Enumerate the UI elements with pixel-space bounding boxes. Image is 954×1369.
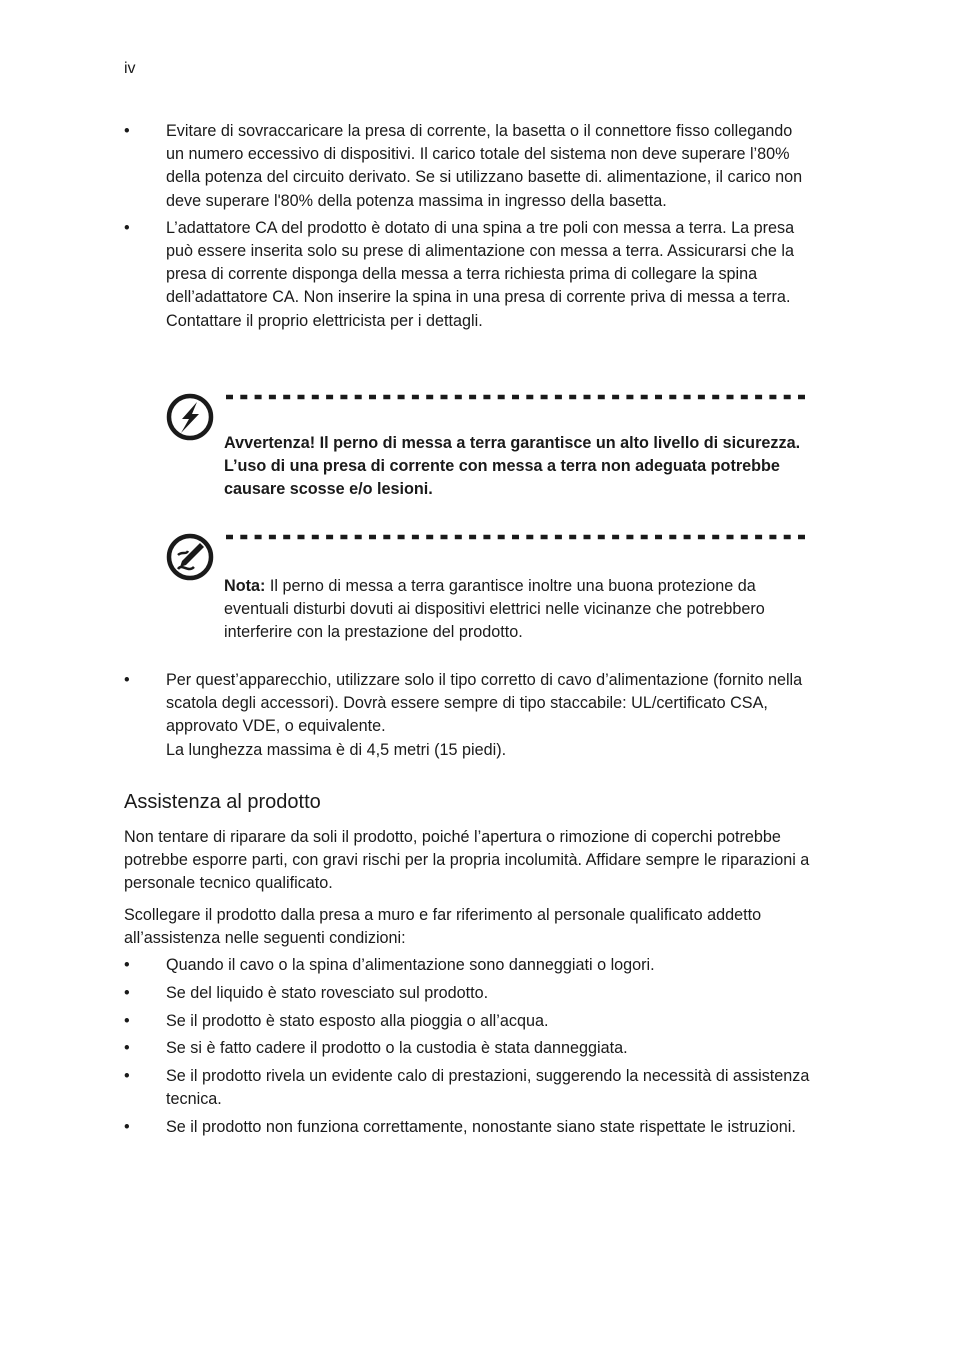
list-item (124, 982, 814, 1005)
bullet-text: Se del liquido è stato rovesciato sul prodotto. (166, 983, 489, 1002)
bullet-icon: • (124, 218, 130, 237)
list-item (124, 217, 814, 333)
bullet-extra-text: La lunghezza massima è di 4,5 metri (15 piedi). (166, 740, 507, 759)
bullet-icon: • (124, 1011, 130, 1030)
cord-bullet-list (124, 669, 814, 762)
warning-text: Avvertenza! Il perno di messa a terra garantisce un alto livello di sicurezza. L’uso di una presa di corrente con messa a terra non adeguata potrebbe causare scosse e/o lesioni. (224, 434, 801, 499)
list-item (124, 954, 814, 977)
section-paragraph: Non tentare di riparare da soli il prodotto, poiché l’apertura o rimozione di coperchi potrebbe potrebbe esporre parti, con gravi rischi per la propria incolumità. Affidare sempre le riparazioni a personale tecnico qualificato. (124, 828, 810, 893)
bullet-icon: • (124, 983, 130, 1002)
list-item (124, 1037, 814, 1060)
bullet-icon: • (124, 1039, 130, 1058)
section-paragraph: Scollegare il prodotto dalla presa a muro e far riferimento al personale qualificato addetto all’assistenza nelle seguenti condizioni: (124, 906, 762, 948)
bullet-icon: • (124, 956, 130, 974)
section-heading: Assistenza al prodotto (124, 791, 321, 813)
lightning-bolt-warning-icon (166, 393, 214, 441)
bullet-text: Se il prodotto rivela un evidente calo di prestazioni, suggerendo la necessità di assistenza tecnica. (166, 1067, 810, 1109)
conditions-list (124, 954, 814, 1139)
note-body: Il perno di messa a terra garantisce inoltre una buona protezione da eventuali disturbi dovuti ai dispositivi elettrici nelle vicinanze che potrebbero interferire con la prestazione del prodotto. (224, 577, 765, 642)
bullet-text: L’adattatore CA del prodotto è dotato di una spina a tre poli con messa a terra. La presa può essere inserita solo su prese di alimentazione con messa a terra. Assicurarsi che la presa di corrente disponga della messa a terra richiesta prima di collegare la spina dell’adattatore CA. Non inserire la spina in una presa di corrente priva di messa a terra. Contattare il proprio elettricista per i dettagli. (166, 218, 795, 330)
bullet-text: Se il prodotto non funziona correttamente, nonostante siano state rispettate le istruzioni. (166, 1118, 796, 1137)
bullet-icon: • (124, 1118, 130, 1137)
dotted-divider (224, 533, 808, 541)
bullet-text: Se il prodotto è stato esposto alla pioggia o all’acqua. (166, 1011, 549, 1030)
bullet-text: Evitare di sovraccaricare la presa di corrente, la basetta o il connettore fisso collegando un numero eccessivo di dispositivi. Il carico totale del sistema non deve superare l’80% della potenza del circuito derivato. Se si utilizzano basette di. alimentazione, il carico non deve superare l'80% della potenza massima in ingresso della basetta. (166, 122, 803, 210)
note-callout (166, 533, 816, 653)
warning-callout (166, 393, 816, 513)
bullet-text: Se si è fatto cadere il prodotto o la custodia è stata danneggiata. (166, 1039, 628, 1058)
page-number: iv (124, 60, 136, 77)
list-item (124, 1116, 814, 1139)
note-label: Nota: (224, 577, 266, 595)
list-item (124, 120, 814, 213)
dotted-divider (224, 393, 808, 401)
bullet-text: Per quest’apparecchio, utilizzare solo il tipo corretto di cavo d’alimentazione (fornito nella scatola degli accessori). Dovrà essere sempre di tipo staccabile: UL/certificato CSA, approvato VDE, o equivalente. (166, 671, 803, 736)
bullet-icon: • (124, 1067, 130, 1086)
bullet-text: Quando il cavo o la spina d’alimentazione sono danneggiati o logori. (166, 956, 655, 974)
list-item (124, 1010, 814, 1033)
bullet-icon: • (124, 122, 130, 140)
list-item (124, 1065, 814, 1111)
note-pencil-icon (166, 533, 214, 581)
safety-bullet-list (124, 120, 814, 333)
bullet-icon: • (124, 671, 130, 689)
note-text (224, 575, 808, 645)
list-item (124, 669, 814, 762)
